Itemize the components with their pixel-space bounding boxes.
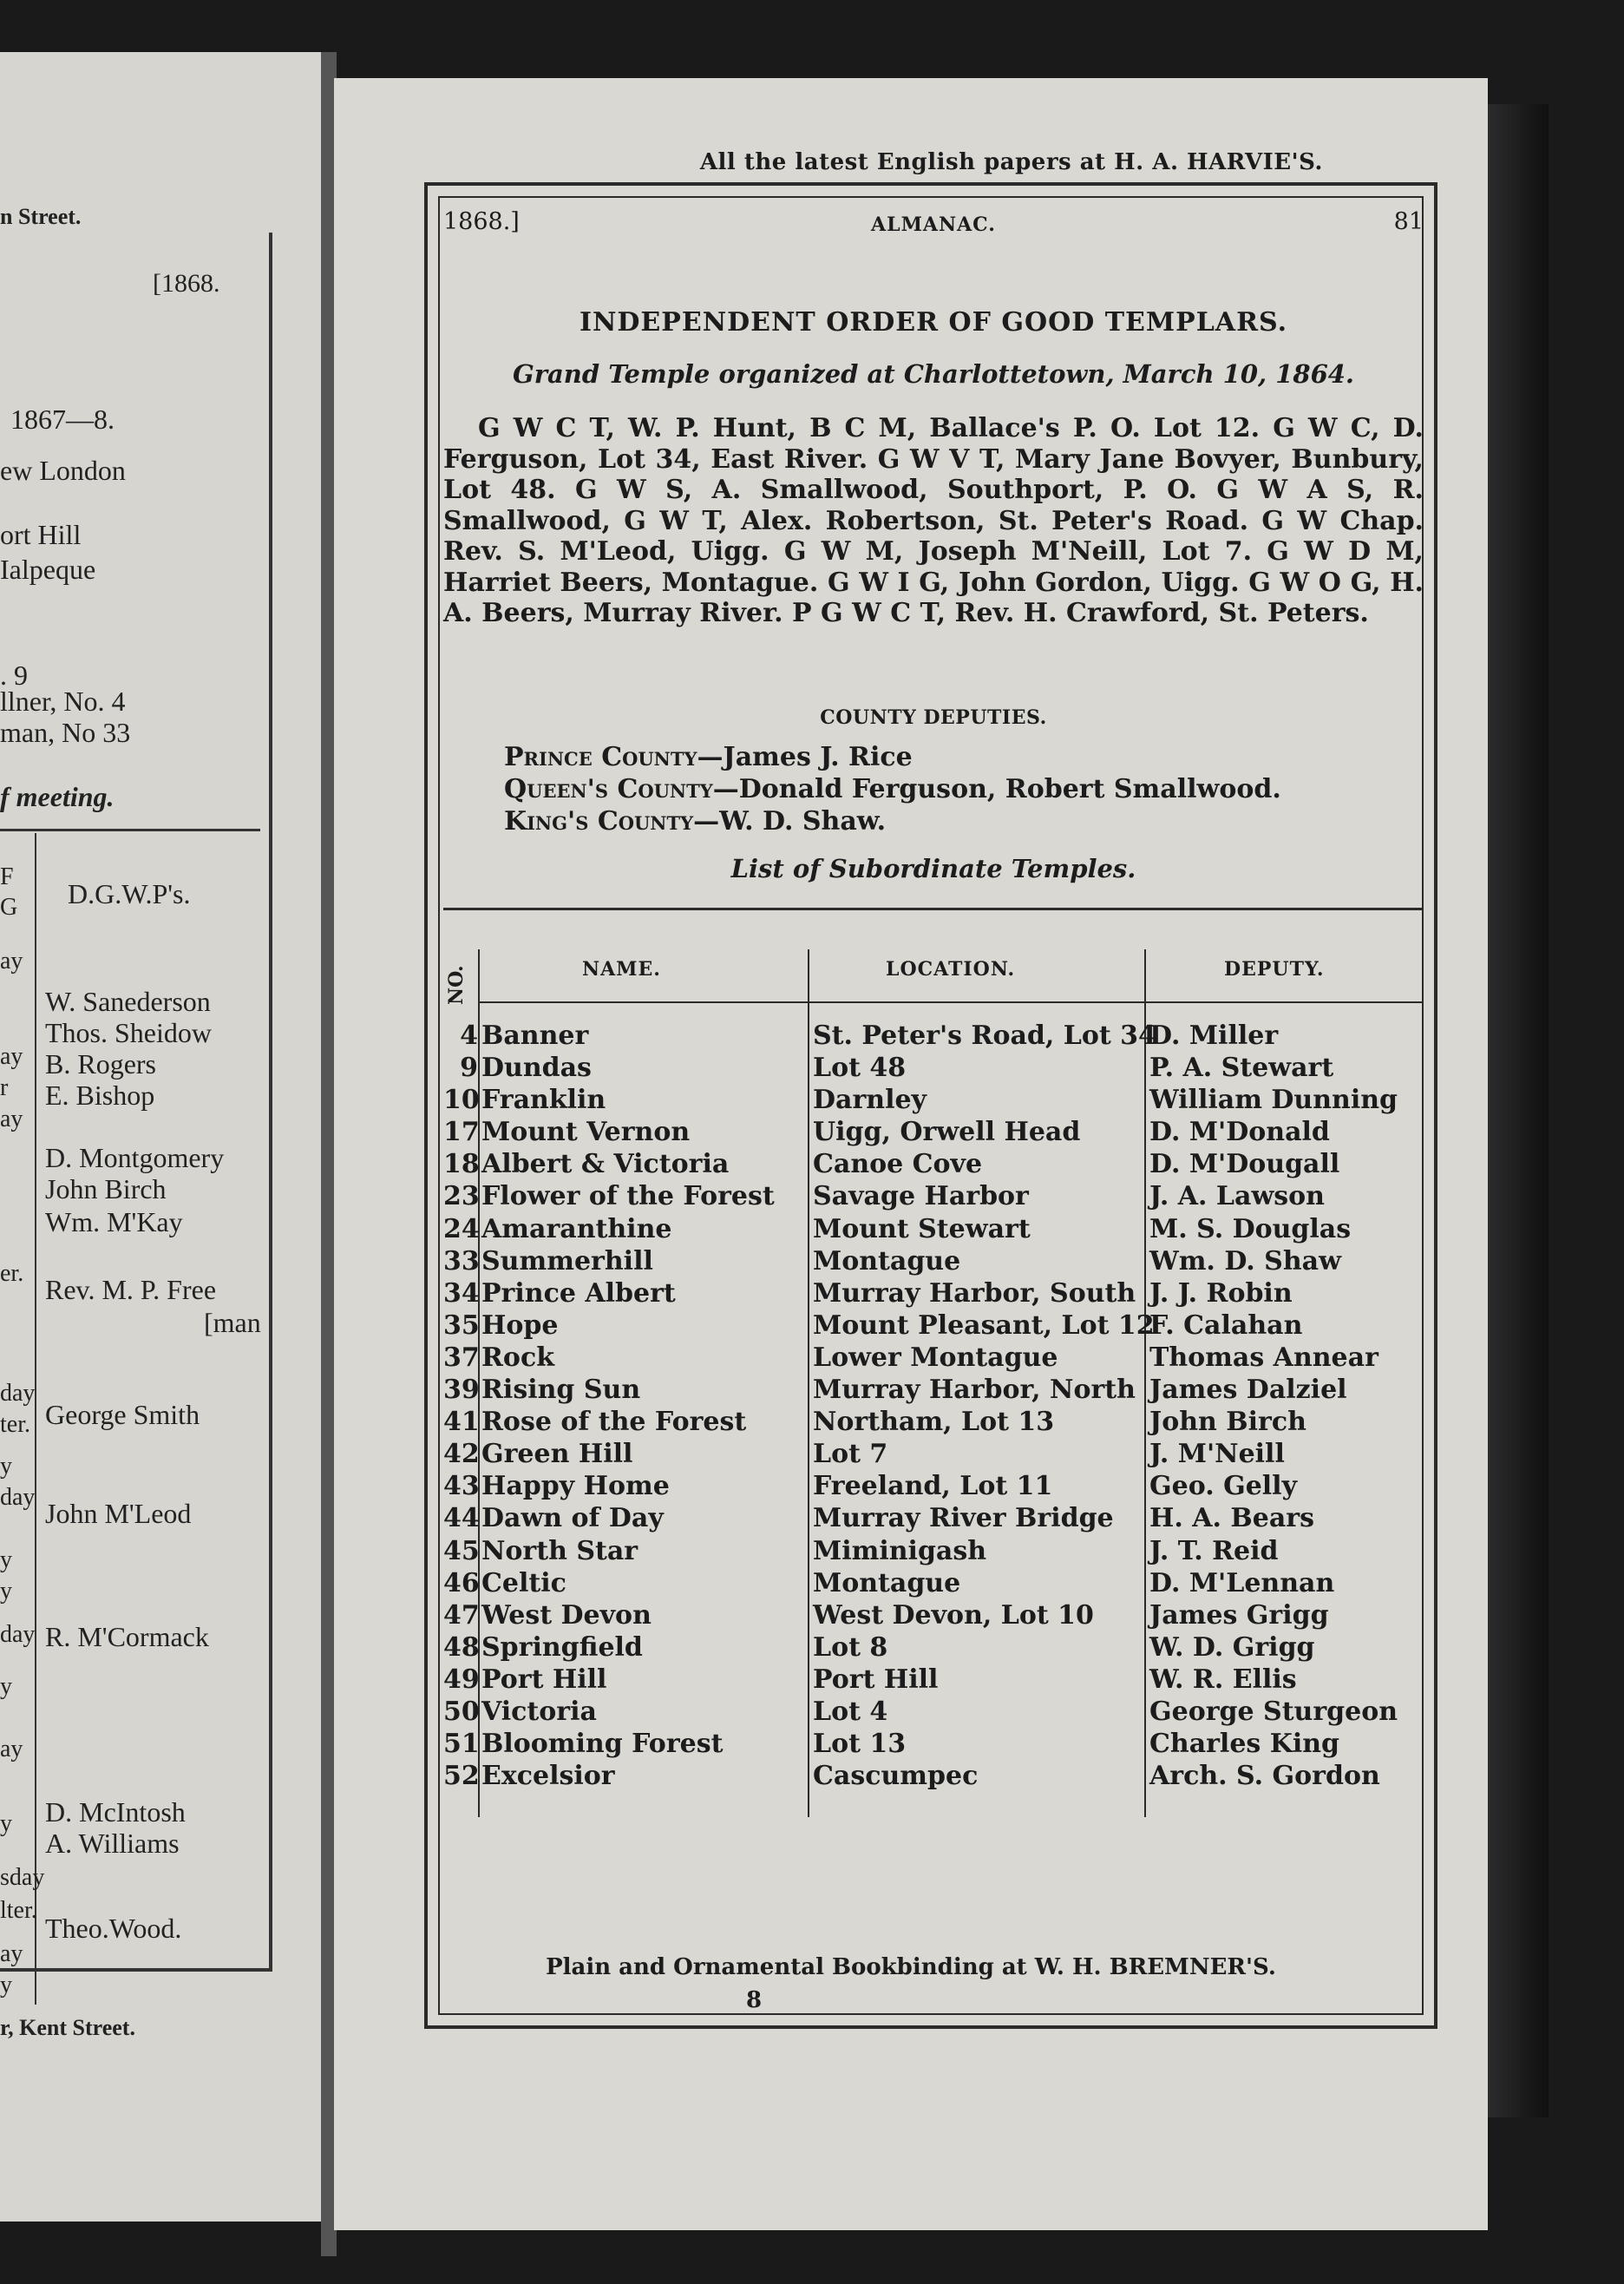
row-deputy: D. Miller <box>1149 1021 1279 1051</box>
left-fragment: ter. <box>0 1411 30 1438</box>
row-name: Excelsior <box>481 1761 615 1792</box>
row-name: Port Hill <box>481 1664 607 1695</box>
table-row <box>443 1053 1424 1085</box>
left-name: Rev. M. P. Free <box>45 1274 217 1305</box>
col-head-name: NAME. <box>582 958 661 981</box>
row-name: Hope <box>481 1309 559 1341</box>
left-name: Thos. Sheidow <box>45 1017 212 1048</box>
row-deputy: F. Calahan <box>1149 1309 1303 1341</box>
row-location: Lot 7 <box>813 1439 888 1470</box>
table-row <box>443 1729 1424 1761</box>
county-deputy-names: —James J. Rice <box>697 742 913 772</box>
row-location: Darnley <box>813 1085 927 1116</box>
county-deputy-entry <box>504 805 1281 837</box>
list-title: List of Subordinate Temples. <box>730 854 1136 883</box>
table-row <box>443 1761 1424 1793</box>
table-row <box>443 1600 1424 1632</box>
row-no: 24 <box>443 1213 480 1244</box>
col-head-no: NO. <box>445 965 468 1005</box>
table-row <box>443 1439 1424 1471</box>
left-fragment: ay <box>0 1940 23 1967</box>
left-fragment: y <box>0 1453 12 1480</box>
left-fragment: lter. <box>0 1897 37 1924</box>
row-location: Freeland, Lot 11 <box>813 1471 1053 1502</box>
left-name: Wm. M'Kay <box>45 1206 183 1237</box>
row-no: 18 <box>443 1149 480 1180</box>
row-no: 50 <box>443 1696 480 1727</box>
county-deputy-entry <box>504 741 1281 773</box>
left-name: George Smith <box>45 1399 200 1430</box>
row-name: Rising Sun <box>481 1375 641 1406</box>
table-row <box>443 1246 1424 1278</box>
county-name: Queen's County <box>504 774 713 804</box>
left-fragment: r <box>0 1074 9 1101</box>
row-location: Uigg, Orwell Head <box>813 1117 1081 1148</box>
county-deputies-title: COUNTY DEPUTIES. <box>820 706 1047 729</box>
table-top-rule <box>443 908 1424 910</box>
row-deputy: James Dalziel <box>1149 1375 1347 1406</box>
row-location: Lower Montague <box>813 1342 1058 1373</box>
row-location: Lot 8 <box>813 1631 888 1663</box>
left-fragment: ay <box>0 948 23 975</box>
row-location: Northam, Lot 13 <box>813 1407 1055 1438</box>
table-row <box>443 1632 1424 1664</box>
table-row <box>443 1117 1424 1149</box>
left-line: llner, No. 4 <box>0 686 126 717</box>
left-fragment: y <box>0 1972 12 1998</box>
row-no: 34 <box>443 1277 480 1309</box>
row-name: Blooming Forest <box>481 1729 724 1760</box>
left-fragment: day <box>0 1380 36 1407</box>
row-no: 45 <box>443 1535 480 1566</box>
left-name: John Birch <box>45 1173 167 1204</box>
left-name: [man <box>204 1307 261 1338</box>
row-no: 44 <box>443 1503 480 1534</box>
table-row <box>443 1503 1424 1535</box>
left-fragment: sday <box>0 1864 45 1891</box>
table-row <box>443 1310 1424 1342</box>
left-fragment: G <box>0 894 18 921</box>
row-deputy: M. S. Douglas <box>1149 1213 1352 1244</box>
row-location: Montague <box>813 1567 961 1598</box>
row-deputy: W. R. Ellis <box>1149 1664 1297 1695</box>
row-location: Canoe Cove <box>813 1149 983 1180</box>
row-location: Cascumpec <box>813 1761 979 1792</box>
signature-mark: 8 <box>746 1987 763 2013</box>
row-name: Green Hill <box>481 1439 633 1470</box>
left-line: . 9 <box>0 660 28 691</box>
row-name: North Star <box>481 1535 638 1566</box>
county-deputy-names: —Donald Ferguson, Robert Smallwood. <box>712 774 1281 804</box>
row-name: Springfield <box>481 1631 643 1663</box>
page-footer: Plain and Ornamental Bookbinding at W. H. BREMNER'S. <box>546 1954 1276 1980</box>
left-fragment: er. <box>0 1260 24 1287</box>
table-row <box>443 1471 1424 1503</box>
row-location: Murray Harbor, South <box>813 1277 1136 1309</box>
left-name: E. Bishop <box>45 1080 155 1111</box>
left-street-top: n Street. <box>0 204 82 229</box>
row-name: Victoria <box>481 1696 597 1727</box>
table-row <box>443 1342 1424 1375</box>
row-deputy: J. T. Reid <box>1149 1535 1279 1566</box>
table-row <box>443 1021 1424 1053</box>
col-head-deputy: DEPUTY. <box>1224 958 1325 981</box>
row-no: 52 <box>443 1761 480 1792</box>
left-line: Ialpeque <box>0 554 96 585</box>
row-name: Dawn of Day <box>481 1503 664 1534</box>
left-name: D. McIntosh <box>45 1796 186 1828</box>
row-deputy: D. M'Lennan <box>1149 1567 1335 1598</box>
row-name: Happy Home <box>481 1471 670 1502</box>
row-location: Montague <box>813 1245 961 1277</box>
row-no: 43 <box>443 1471 480 1502</box>
table-row <box>443 1407 1424 1439</box>
table-row <box>443 1214 1424 1246</box>
row-no: 47 <box>443 1599 480 1631</box>
row-no: 46 <box>443 1567 480 1598</box>
row-deputy: George Sturgeon <box>1149 1696 1398 1727</box>
row-no: 48 <box>443 1631 480 1663</box>
row-deputy: D. M'Donald <box>1149 1117 1330 1148</box>
table-row <box>443 1149 1424 1181</box>
row-name: Rose of the Forest <box>481 1407 747 1438</box>
row-location: Murray River Bridge <box>813 1503 1114 1534</box>
left-fragment: day <box>0 1621 36 1648</box>
temple-table <box>443 1021 1424 1793</box>
row-deputy: Wm. D. Shaw <box>1149 1245 1341 1277</box>
almanac-page <box>334 78 1488 2230</box>
county-name: Prince County <box>504 742 697 772</box>
left-fragment: y <box>0 1810 12 1837</box>
left-page-fragment <box>0 52 321 2222</box>
table-row <box>443 1664 1424 1697</box>
row-location: Lot 4 <box>813 1696 888 1727</box>
row-no: 9 <box>460 1053 478 1084</box>
left-fragment: y <box>0 1546 12 1573</box>
table-row <box>443 1181 1424 1213</box>
header-year: 1868.] <box>443 208 520 235</box>
left-name: W. Sanederson <box>45 986 211 1017</box>
row-name: Banner <box>481 1021 589 1051</box>
officers-text: G W C T, W. P. Hunt, B C M, Ballace's P. O. Lot 12. G W C, D. Ferguson, Lot 34, East River. G W V T, Mary Jane Bovyer, Bunbury, Lot 48. G W S, A. Smallwood, Southport, P. O. G W A S, R. Smallwood, G W T, Alex. Robertson, St. Peter's Road. G W Chap. Rev. S. M'Leod, Uigg. G W M, Joseph M'Neill, Lot 7. G W D M, Harriet Beers, Montague. G W I G, John Gordon, Uigg. G W O G, H. A. Beers, Murray River. P G W C T, Rev. H. Crawford, St. Peters. <box>443 413 1424 628</box>
row-no: 17 <box>443 1117 480 1148</box>
county-name: King's County <box>504 806 694 837</box>
row-no: 33 <box>443 1245 480 1277</box>
row-no: 4 <box>460 1021 478 1051</box>
left-name: D. Montgomery <box>45 1142 225 1173</box>
table-row <box>443 1697 1424 1729</box>
running-head: All the latest English papers at H. A. HARVIE'S. <box>699 149 1323 175</box>
left-line: man, No 33 <box>0 717 131 748</box>
row-name: Summerhill <box>481 1245 653 1277</box>
left-fragment: ay <box>0 1043 23 1070</box>
left-year-box: [1868. <box>153 269 220 298</box>
left-meeting: f meeting. <box>0 781 115 812</box>
left-fragment: day <box>0 1484 36 1511</box>
table-row <box>443 1375 1424 1407</box>
row-deputy: Thomas Annear <box>1149 1342 1378 1373</box>
left-season: 1867—8. <box>10 404 115 435</box>
row-location: Murray Harbor, North <box>813 1375 1136 1406</box>
row-location: Port Hill <box>813 1664 939 1695</box>
row-deputy: P. A. Stewart <box>1149 1053 1334 1084</box>
county-deputy-entry <box>504 773 1281 805</box>
row-deputy: John Birch <box>1149 1407 1306 1438</box>
row-no: 49 <box>443 1664 480 1695</box>
row-name: Albert & Victoria <box>481 1149 730 1180</box>
left-fragment: ay <box>0 1736 23 1762</box>
left-col-head: D.G.W.P's. <box>68 878 191 909</box>
row-location: Lot 48 <box>813 1053 907 1084</box>
row-deputy: D. M'Dougall <box>1149 1149 1340 1180</box>
left-fragment: F <box>0 863 14 890</box>
row-no: 39 <box>443 1375 480 1406</box>
left-fragment: y <box>0 1578 12 1605</box>
row-name: Dundas <box>481 1053 592 1084</box>
col-head-location: LOCATION. <box>886 958 1016 981</box>
row-no: 41 <box>443 1407 480 1438</box>
table-header-rule <box>478 1001 1424 1003</box>
row-no: 35 <box>443 1309 480 1341</box>
row-name: Amaranthine <box>481 1213 672 1244</box>
row-deputy: J. M'Neill <box>1149 1439 1285 1470</box>
left-name: R. M'Cormack <box>45 1621 209 1652</box>
left-fragment: y <box>0 1673 12 1700</box>
row-location: Miminigash <box>813 1535 987 1566</box>
page-frame <box>424 182 1437 2029</box>
row-deputy: J. A. Lawson <box>1149 1181 1325 1212</box>
row-name: Rock <box>481 1342 554 1373</box>
row-name: Franklin <box>481 1085 606 1116</box>
row-name: Celtic <box>481 1567 566 1598</box>
row-no: 37 <box>443 1342 480 1373</box>
row-location: Lot 13 <box>813 1729 907 1760</box>
table-row <box>443 1536 1424 1568</box>
page-number: 81 <box>1393 208 1424 235</box>
row-name: Prince Albert <box>481 1277 676 1309</box>
row-deputy: J. J. Robin <box>1149 1277 1293 1309</box>
left-divider <box>0 829 260 831</box>
left-name: John M'Leod <box>45 1498 192 1529</box>
officers-paragraph <box>443 413 1424 629</box>
page-title: INDEPENDENT ORDER OF GOOD TEMPLARS. <box>579 307 1288 338</box>
county-deputy-names: —W. D. Shaw. <box>693 806 887 837</box>
page-header <box>443 208 1424 243</box>
row-deputy: H. A. Bears <box>1149 1503 1314 1534</box>
row-name: Flower of the Forest <box>481 1181 775 1212</box>
row-deputy: Charles King <box>1149 1729 1340 1760</box>
left-column-rule <box>35 833 36 2005</box>
row-no: 23 <box>443 1181 480 1212</box>
row-location: Mount Pleasant, Lot 12 <box>813 1309 1155 1341</box>
page-edge-shadow <box>1488 104 1549 2117</box>
header-section: ALMANAC. <box>871 213 996 236</box>
row-no: 51 <box>443 1729 480 1760</box>
table-row <box>443 1568 1424 1600</box>
left-bottom: r, Kent Street. <box>0 2015 135 2040</box>
left-line: ew London <box>0 455 126 486</box>
row-deputy: William Dunning <box>1149 1085 1398 1116</box>
row-location: West Devon, Lot 10 <box>813 1599 1094 1631</box>
row-location: Mount Stewart <box>813 1213 1031 1244</box>
row-no: 42 <box>443 1439 480 1470</box>
row-deputy: W. D. Grigg <box>1149 1631 1315 1663</box>
row-deputy: James Grigg <box>1149 1599 1329 1631</box>
left-line: ort Hill <box>0 519 82 550</box>
left-fragment: ay <box>0 1106 23 1132</box>
row-location: St. Peter's Road, Lot 34 <box>813 1021 1156 1051</box>
row-deputy: Geo. Gelly <box>1149 1471 1298 1502</box>
left-name: Theo.Wood. <box>45 1913 182 1944</box>
left-name: A. Williams <box>45 1828 180 1859</box>
row-location: Savage Harbor <box>813 1181 1029 1212</box>
table-row <box>443 1278 1424 1310</box>
table-row <box>443 1085 1424 1117</box>
row-name: West Devon <box>481 1599 652 1631</box>
county-deputies-list <box>504 741 1281 837</box>
row-name: Mount Vernon <box>481 1117 691 1148</box>
row-no: 10 <box>443 1085 480 1116</box>
page-subtitle: Grand Temple organized at Charlottetown, March 10, 1864. <box>512 359 1355 389</box>
left-name: B. Rogers <box>45 1048 156 1080</box>
row-deputy: Arch. S. Gordon <box>1149 1761 1380 1792</box>
